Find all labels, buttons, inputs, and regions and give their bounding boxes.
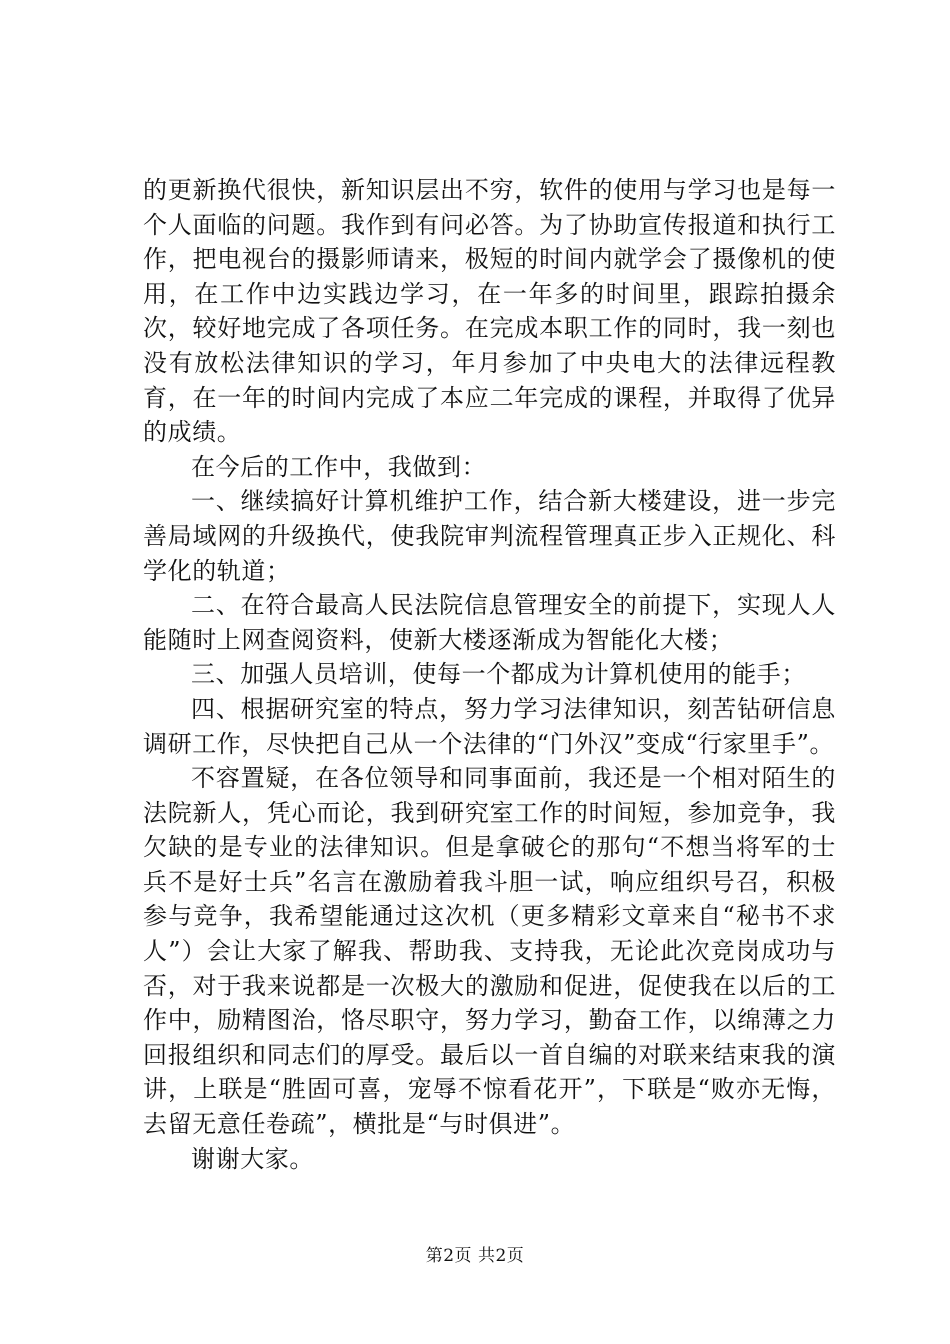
paragraph-item-2: 二、在符合最高人民法院信息管理安全的前提下，实现人人能随时上网查阅资料，使新大楼逐渐成为智能化大楼； <box>143 591 836 654</box>
paragraph-future-work-intro: 在今后的工作中，我做到： <box>191 452 487 481</box>
paragraph-thanks: 谢谢大家。 <box>191 1144 314 1173</box>
paragraph-conclusion: 不容置疑，在各位领导和同事面前，我还是一个相对陌生的法院新人，凭心而论，我到研究室工作的时间短，参加竞争，我欠缺的是专业的法律知识。但是拿破仑的那句“不想当将军的士兵不是好士兵”名言在激励着我斗胆一试，响应组织号召，积极参与竞争，我希望能通过这次机（更多精彩文章来自“秘书不求人”）会让大家了解我、帮助我、支持我，无论此次竞岗成功与否，对于我来说都是一次极大的激励和促进，促使我在以后的工作中，励精图治，恪尽职守，努力学习，勤奋工作，以绵薄之力回报组织和同志们的厚受。最后以一首自编的对联来结束我的演讲，上联是“胜固可喜，宠辱不惊看花开”，下联是“败亦无悔，去留无意任卷疏”，横批是“与时俱进”。 <box>143 764 836 1139</box>
paragraph-item-4: 四、根据研究室的特点，努力学习法律知识，刻苦钻研信息调研工作，尽快把自己从一个法律的“门外汉”变成“行家里手”。 <box>143 694 836 758</box>
paragraph-continuation: 的更新换代很快，新知识层出不穷，软件的使用与学习也是每一个人面临的问题。我作到有问必答。为了协助宣传报道和执行工作，把电视台的摄影师请来，极短的时间内就学会了摄像机的使用，在工作中边实践边学习，在一年多的时间里，跟踪拍摄余次，较好地完成了各项任务。在完成本职工作的同时，我一刻也没有放松法律知识的学习，年月参加了中央电大的法律远程教育，在一年的时间内完成了本应二年完成的课程，并取得了优异的成绩。 <box>143 176 836 447</box>
paragraph-item-1: 一、继续搞好计算机维护工作，结合新大楼建设，进一步完善局域网的升级换代，使我院审判流程管理真正步入正规化、科学化的轨道； <box>143 487 836 585</box>
document-body <box>143 173 836 1176</box>
page-number-footer: 第2页 共2页 <box>425 1246 525 1266</box>
paragraph-item-3: 三、加强人员培训，使每一个都成为计算机使用的能手； <box>191 660 806 689</box>
